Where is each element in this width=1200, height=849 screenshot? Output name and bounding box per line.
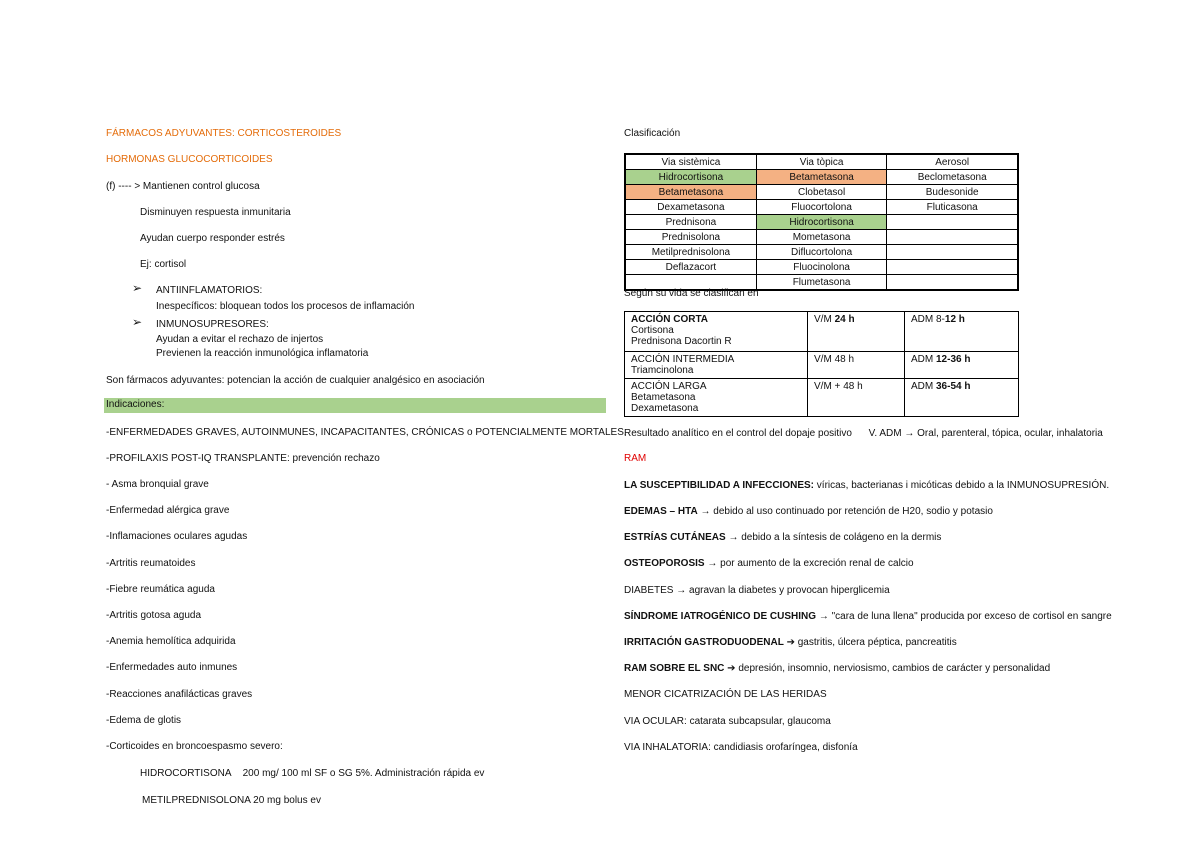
vm-label: V/M <box>814 354 835 365</box>
table-cell: Fluticasona <box>887 200 1018 215</box>
ram-item-bold: DIABETES <box>624 585 674 596</box>
table-cell: Diflucortolona <box>756 245 887 260</box>
betametasona: Betametasona <box>631 392 696 403</box>
table-row <box>625 170 1018 185</box>
metilprednisolona-line <box>142 795 321 806</box>
adm-value: 36-54 h <box>935 381 971 392</box>
header-cell: Via sistèmica <box>625 154 756 170</box>
table-cell: Fluocortolona <box>756 200 887 215</box>
line-f: (f) ---- > Mantienen control glucosa <box>106 181 260 192</box>
ram-item <box>624 480 1109 491</box>
table-cell: Prednisona <box>625 215 756 230</box>
ram-item <box>624 532 941 543</box>
table-row <box>625 215 1018 230</box>
list-item: -Enfermedad alérgica grave <box>106 505 230 516</box>
list-item: -Anemia hemolítica adquirida <box>106 636 236 647</box>
ram-item-text: candidiasis orofaríngea, disfonía <box>710 742 858 753</box>
adm-label: ADM <box>910 354 936 365</box>
table-cell <box>887 260 1018 275</box>
ram-item-bold: ESTRÍAS CUTÁNEAS <box>624 532 726 543</box>
table-cell <box>625 379 808 417</box>
table-cell <box>808 379 905 417</box>
table-cell <box>887 230 1018 245</box>
ram-item <box>624 585 890 596</box>
table-cell <box>625 312 808 352</box>
table-cell: Budesonide <box>887 185 1018 200</box>
ram-item <box>624 558 914 569</box>
table-cell: Flumetasona <box>756 275 887 291</box>
table-cell <box>887 245 1018 260</box>
ram-item <box>624 742 858 753</box>
list-item: -PROFILAXIS POST-IQ TRANSPLANTE: prevención rechazo <box>106 453 380 464</box>
ram-item-bold: SÍNDROME IATROGÉNICO DE CUSHING <box>624 611 817 622</box>
vadm-text: V. ADM → Oral, parenteral, tópica, ocular, inhalatoria <box>868 428 1103 439</box>
ram-item-text: → debido al uso continuado por retención de H20, sodio y potasio <box>697 506 993 517</box>
table-cell: Mometasona <box>756 230 887 245</box>
list-item: -ENFERMEDADES GRAVES, AUTOINMUNES, INCAPACITANTES, CRÓNICAS o POTENCIALMENTE MORTALES. <box>106 427 627 438</box>
table-cell <box>904 379 1018 417</box>
hidro-name: HIDROCORTISONA <box>140 768 232 779</box>
table-row <box>625 260 1018 275</box>
list-item: -Artritis reumatoides <box>106 558 196 569</box>
cortisona: Cortisona <box>631 325 674 336</box>
ram-title: RAM <box>624 453 647 464</box>
table-cell: Metilprednisolona <box>625 245 756 260</box>
bullet2-text2: Previenen la reacción inmunológica inflamatoria <box>156 348 369 359</box>
bullet1-text: Inespecíficos: bloquean todos los procesos de inflamación <box>156 301 415 312</box>
table-row <box>625 245 1018 260</box>
metil-dose: 20 mg bolus ev <box>253 795 321 806</box>
table-cell <box>904 312 1018 352</box>
ram-item-bold: IRRITACIÓN GASTRODUODENAL <box>624 637 784 648</box>
ram-item-text: → debido a la síntesis de colágeno en la dermis <box>725 532 942 543</box>
header-cell: Via tòpica <box>756 154 887 170</box>
ram-item <box>624 611 1112 622</box>
ram-item-text: catarata subcapsular, glaucoma <box>686 716 831 727</box>
adm-value: 12-36 h <box>935 354 971 365</box>
table-cell: Clobetasol <box>756 185 887 200</box>
table-cell <box>808 352 905 379</box>
table-cell <box>887 275 1018 291</box>
list-item: -Enfermedades auto inmunes <box>106 662 238 673</box>
ram-item-text: víricas, bacterianas i micóticas debido a la INMUNOSUPRESIÓN. <box>814 480 1110 491</box>
arrow-bullet-icon: ➢ <box>132 315 143 329</box>
subtitle: HORMONAS GLUCOCORTICOIDES <box>106 154 273 165</box>
bullet1-title: ANTIINFLAMATORIOS: <box>156 285 263 296</box>
duration-table <box>624 311 1019 417</box>
table-cell: Dexametasona <box>625 200 756 215</box>
list-item: -Inflamaciones oculares agudas <box>106 531 248 542</box>
adm-value: 12 h <box>944 314 965 325</box>
table-row <box>625 185 1018 200</box>
line-b: Ayudan cuerpo responder estrés <box>140 233 285 244</box>
ram-item-text: → por aumento de la excreción renal de calcio <box>704 558 914 569</box>
table-cell: Beclometasona <box>887 170 1018 185</box>
ram-item-bold: EDEMAS – HTA <box>624 506 698 517</box>
ram-item <box>624 637 957 648</box>
vm-value: 24 h <box>834 314 855 325</box>
ram-item-bold: RAM SOBRE EL SNC <box>624 663 725 674</box>
ram-item <box>624 506 993 517</box>
table-cell: Fluocinolona <box>756 260 887 275</box>
ram-item <box>624 663 1050 674</box>
table-cell: Betametasona <box>625 185 756 200</box>
main-title: FÁRMACOS ADYUVANTES: CORTICOSTEROIDES <box>106 128 342 139</box>
vm-value: 48 h <box>834 354 855 365</box>
bullet2-title: INMUNOSUPRESORES: <box>156 319 269 330</box>
table-row <box>625 230 1018 245</box>
ram-item-bold: MENOR CICATRIZACIÓN DE LAS HERIDAS <box>624 689 827 700</box>
triamcinolona: Triamcinolona <box>631 365 694 376</box>
table-header-row <box>625 154 1018 170</box>
accion-intermedia: ACCIÓN INTERMEDIA <box>631 354 735 365</box>
vm-label: V/M <box>814 314 835 325</box>
clasificacion-title: Clasificación <box>624 128 681 139</box>
ram-item-bold: LA SUSCEPTIBILIDAD A INFECCIONES: <box>624 480 815 491</box>
table-cell <box>808 312 905 352</box>
ram-item-text: ➔ depresión, insomnio, nerviosismo, cambios de carácter y personalidad <box>724 663 1051 674</box>
prednisona-dacortin: Prednisona Dacortin R <box>631 336 732 347</box>
table-row <box>625 352 1019 379</box>
bullet2-text1: Ayudan a evitar el rechazo de injertos <box>156 334 324 345</box>
adm-label: ADM <box>910 381 936 392</box>
list-item: -Reacciones anafilácticas graves <box>106 689 253 700</box>
arrow-bullet-icon: ➢ <box>132 281 143 295</box>
resultado-line <box>624 428 1103 439</box>
list-item: - Asma bronquial grave <box>106 479 209 490</box>
table-cell: Deflazacort <box>625 260 756 275</box>
table-cell: Betametasona <box>756 170 887 185</box>
table-cell: Prednisolona <box>625 230 756 245</box>
line-a: Disminuyen respuesta inmunitaria <box>140 207 291 218</box>
line-c: Ej: cortisol <box>140 259 187 270</box>
ram-item-bold: OSTEOPOROSIS <box>624 558 705 569</box>
table-cell <box>887 215 1018 230</box>
table-row <box>625 379 1019 417</box>
hidrocortisona-line <box>140 768 484 779</box>
segun-text: Según su vida se clasifican en <box>624 288 759 299</box>
hidro-dose: 200 mg/ 100 ml SF o SG 5%. Administración rápida ev <box>242 768 485 779</box>
vm-value: 48 h <box>843 381 863 392</box>
table-cell: Hidrocortisona <box>756 215 887 230</box>
ram-item-text: ➔ gastritis, úlcera péptica, pancreatitis <box>783 637 957 648</box>
table-row <box>625 200 1018 215</box>
header-cell: Aerosol <box>887 154 1018 170</box>
ram-item <box>624 716 831 727</box>
table-cell <box>625 352 808 379</box>
list-item: -Artritis gotosa aguda <box>106 610 202 621</box>
table-row <box>625 312 1019 352</box>
indicaciones-label: Indicaciones: <box>106 399 165 410</box>
vm-label: V/M + <box>814 381 844 392</box>
dexametasona: Dexametasona <box>631 403 699 414</box>
list-item: -Edema de glotis <box>106 715 182 726</box>
resultado-text: Resultado analítico en el control del dopaje positivo <box>624 428 852 439</box>
adm-label: ADM 8- <box>910 314 945 325</box>
table-cell <box>904 352 1018 379</box>
indicaciones-header <box>104 398 606 413</box>
list-item: -Corticoides en broncoespasmo severo: <box>106 741 283 752</box>
accion-corta: ACCIÓN CORTA <box>631 314 709 325</box>
ram-item <box>624 689 827 700</box>
accion-larga: ACCIÓN LARGA <box>631 381 707 392</box>
ram-item-bold: VIA INHALATORIA: <box>624 742 711 753</box>
table-cell: Hidrocortisona <box>625 170 756 185</box>
list-item: -Fiebre reumática aguda <box>106 584 215 595</box>
classification-table <box>624 153 1019 291</box>
ram-item-bold: VIA OCULAR: <box>624 716 687 727</box>
metil-name: METILPREDNISOLONA <box>142 795 251 806</box>
adyuvantes-text: Son fármacos adyuvantes: potencian la acción de cualquier analgésico en asociación <box>106 375 485 386</box>
ram-item-text: → "cara de luna llena" producida por exceso de cortisol en sangre <box>816 611 1112 622</box>
ram-item-text: → agravan la diabetes y provocan hiperglicemia <box>673 585 890 596</box>
